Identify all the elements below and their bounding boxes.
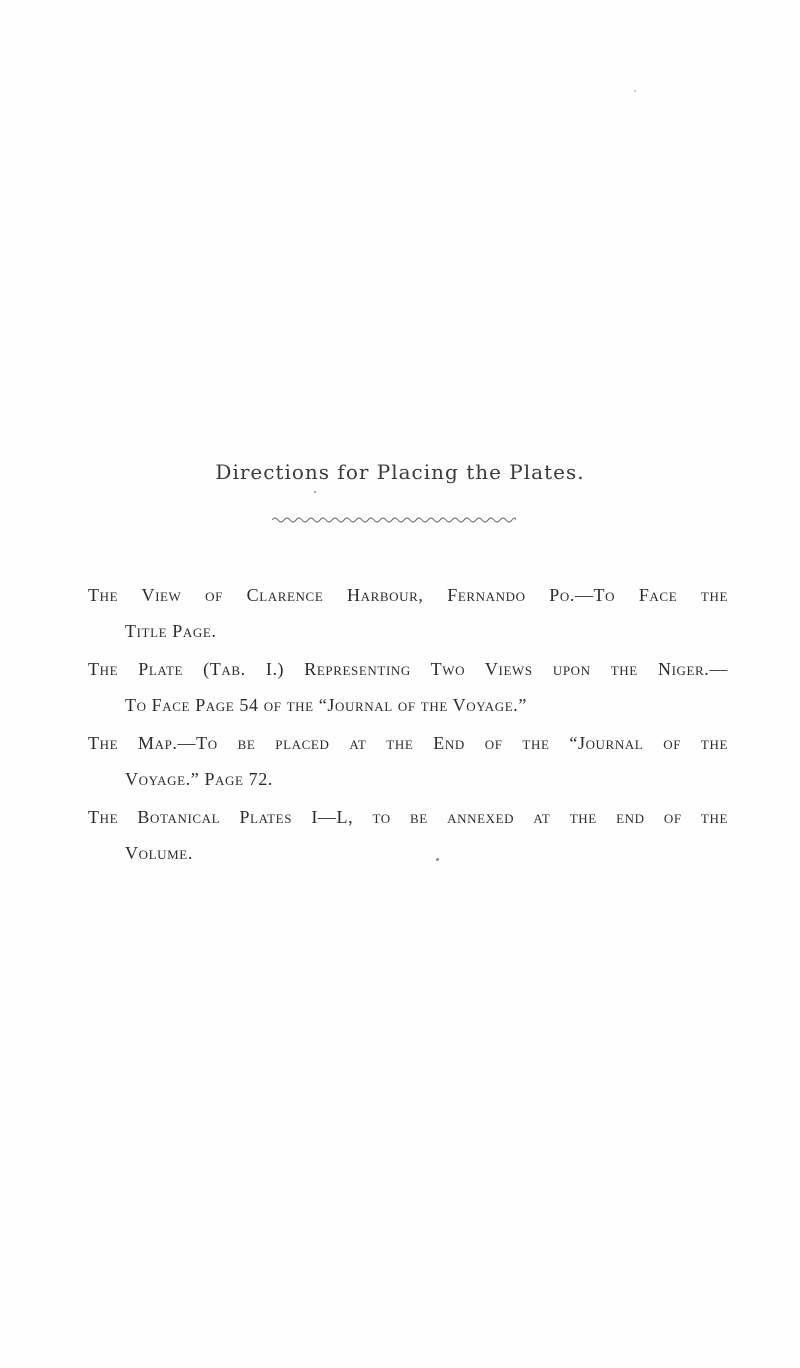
list-item xyxy=(88,732,728,790)
entry-line-continuation: To Face Page 54 of the “Journal of the Voyage.” xyxy=(125,695,527,715)
entry-line: The Map.—To be placed at the End of the “Journal of the xyxy=(88,733,728,753)
entry-line-continuation: Title Page. xyxy=(125,621,217,641)
page-title: Directions for Placing the Plates. xyxy=(215,460,585,484)
entry-line-continuation: Volume. xyxy=(125,843,193,863)
entry-line: The Botanical Plates I—L, to be annexed at the end of the xyxy=(88,807,728,827)
plates-list xyxy=(88,584,728,864)
entry-line-continuation: Voyage.” Page 72. xyxy=(125,769,273,789)
list-item xyxy=(88,584,728,642)
entry-line: The View of Clarence Harbour, Fernando Po.—To Face the xyxy=(88,585,728,605)
entry-line: The Plate (Tab. I.) Representing Two Views upon the Niger.— xyxy=(88,659,728,679)
paper-speck xyxy=(634,90,636,92)
wavy-rule-ornament xyxy=(272,516,516,524)
list-item xyxy=(88,806,728,864)
paper-speck xyxy=(436,858,439,861)
list-item xyxy=(88,658,728,716)
paper-speck xyxy=(314,491,316,493)
